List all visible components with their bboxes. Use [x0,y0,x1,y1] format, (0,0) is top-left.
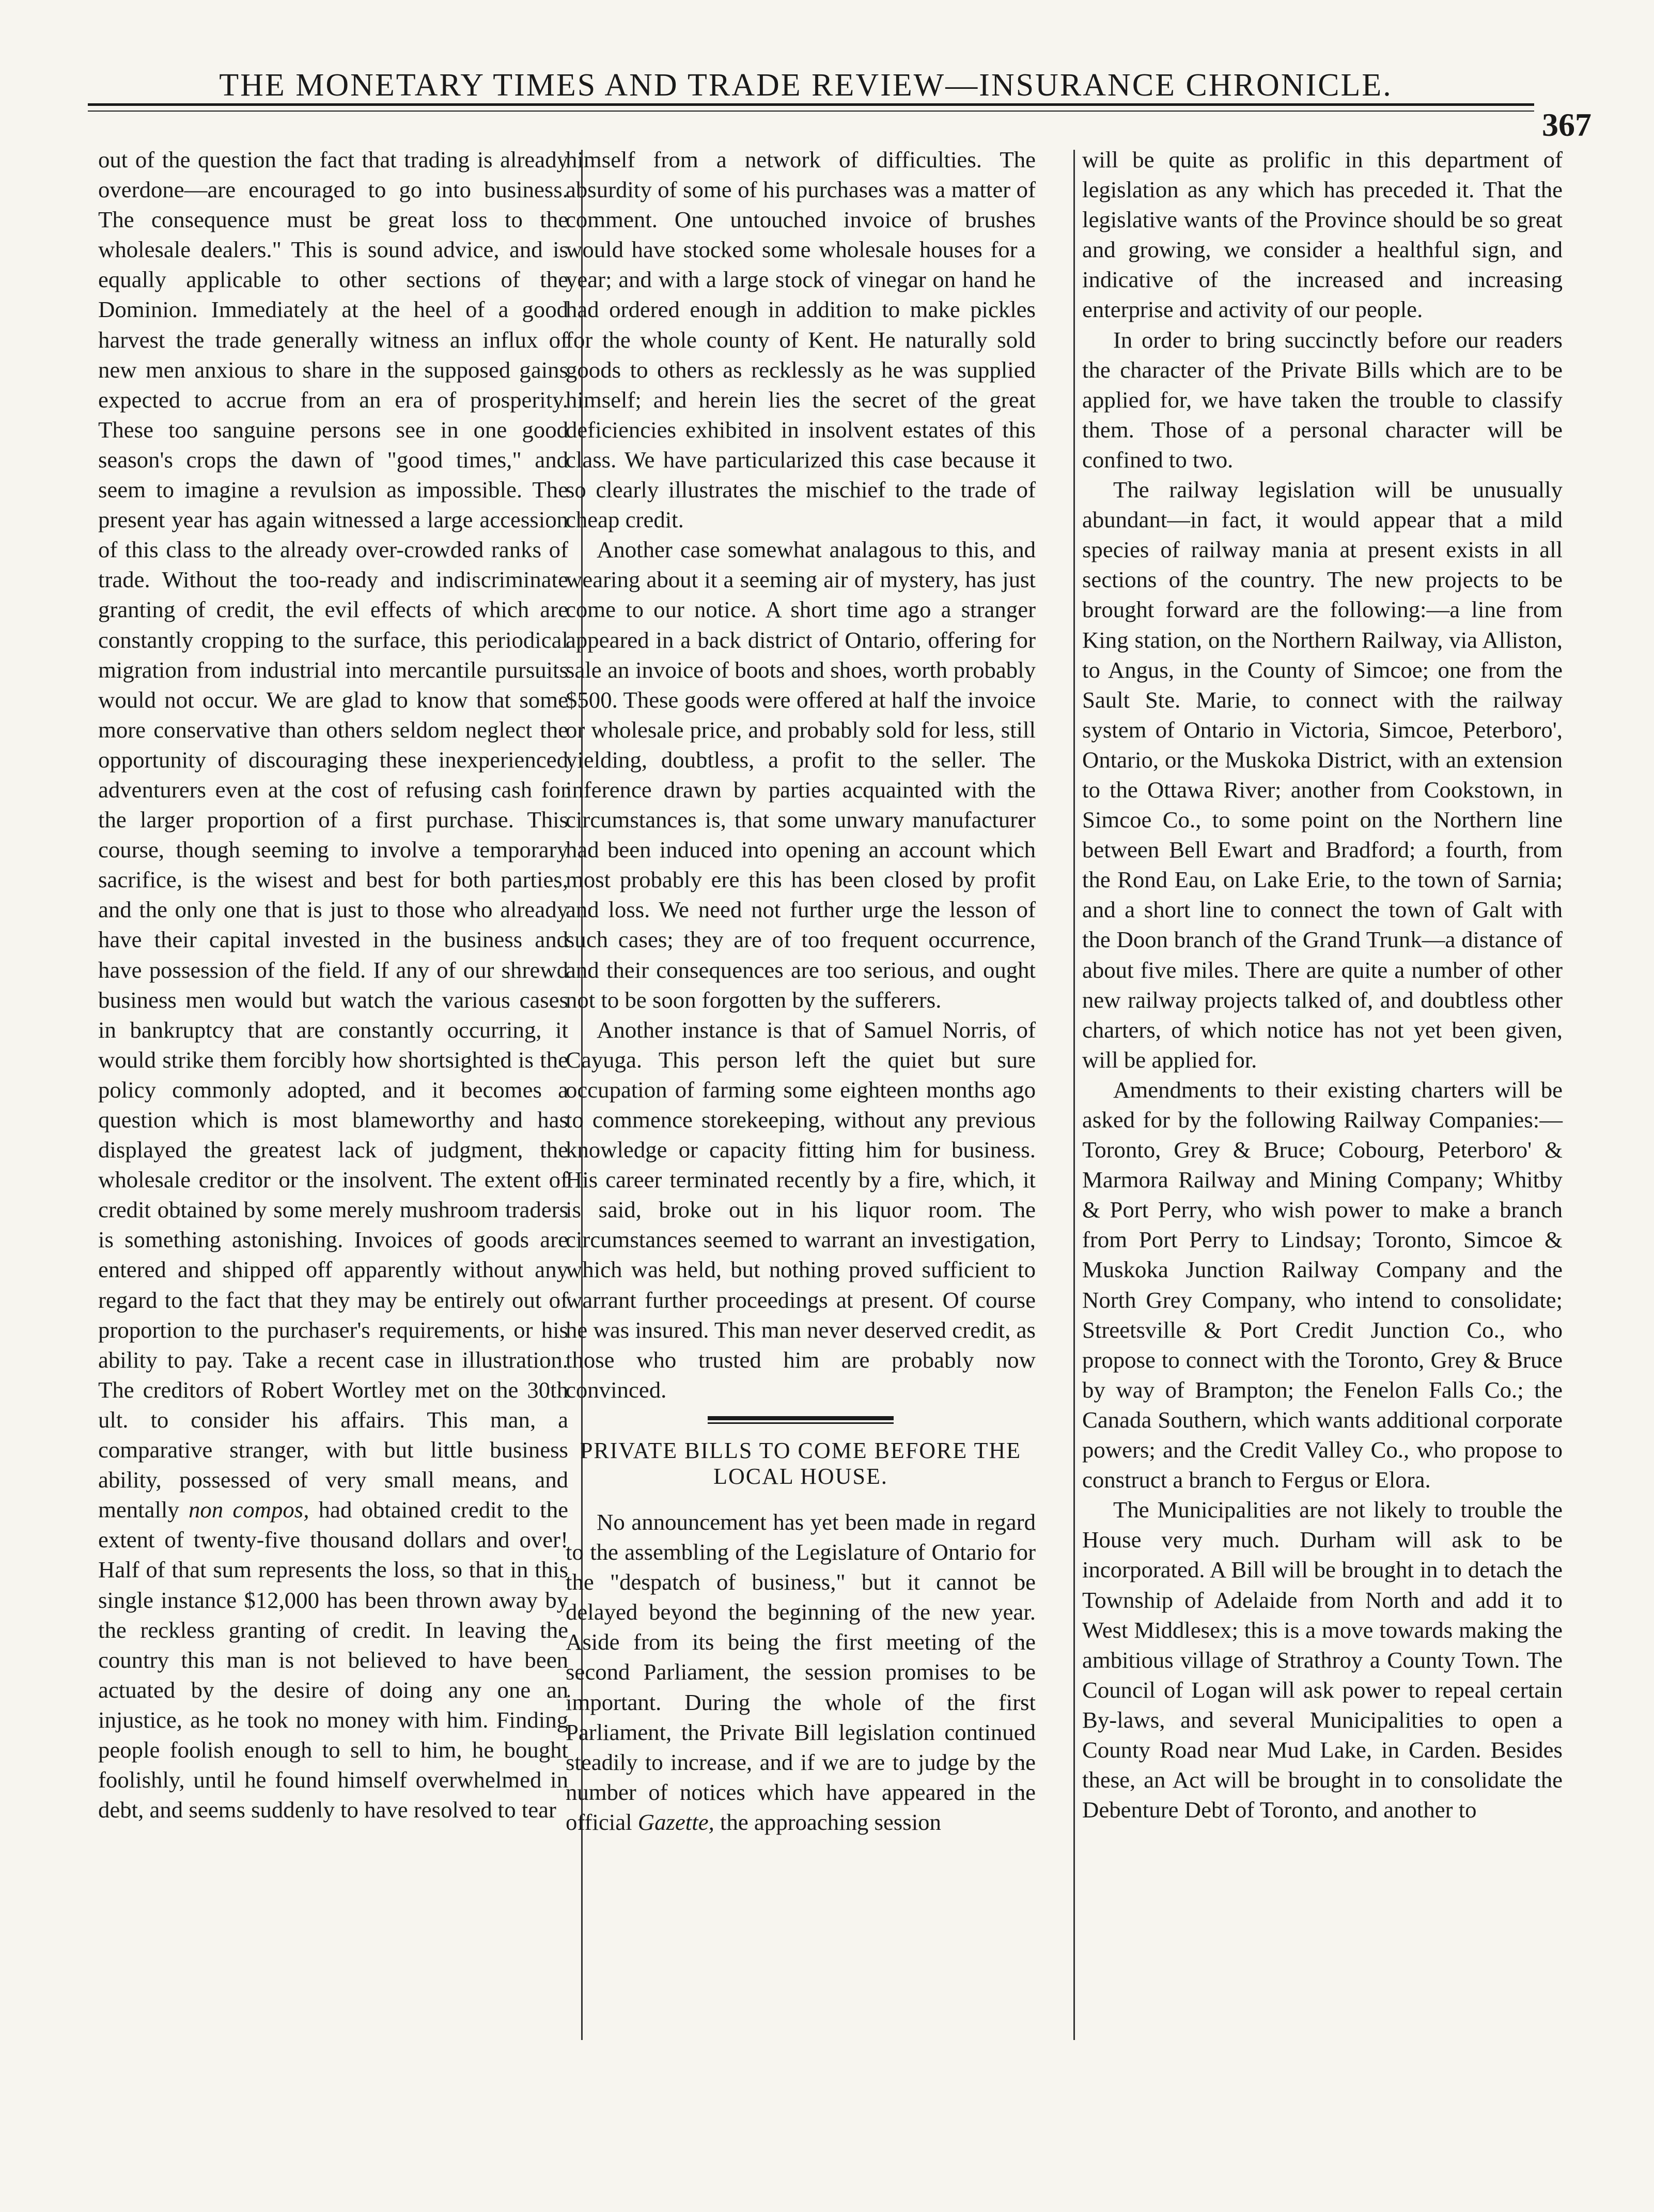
section-ornament [708,1416,894,1424]
article-paragraph: In order to bring succinctly before our readers the character of the Private Bills which are to be applied for, we have taken the trouble to classify them. Those of a personal character will be confined to two. [1082,326,1563,473]
article-paragraph: Another instance is that of Samuel Norris, of Cayuga. This person left the quiet but sure occupation of farming some eighteen months ago to commence storekeeping, without any previous knowledge or capacity fitting him for business. His career terminated recently by a fire, which, it is said, broke out in his liquor room. The circumstances seemed to warrant an investigation, which was held, but nothing proved sufficient to warrant further proceedings at present. Of course he was insured. This man never deserved credit, as those who trusted him are probably now convinced. [566,1016,1036,1403]
column-divider-right [1073,150,1075,2040]
section-heading: PRIVATE BILLS TO COME BEFORE THE LOCAL HOUSE. [580,1437,1022,1489]
column-2 [566,145,1036,1837]
article-paragraph: Another case somewhat analagous to this, and wearing about it a seeming air of mystery, has just come to our notice. A short time ago a stranger appeared in a back district of Ontario, offering for sale an invoice of boots and shoes, worth probably $500. These goods were offered at half the invoice or wholesale price, and probably sold for less, still yielding, doubtless, a profit to the seller. The inference drawn by parties acquainted with the circumstances is, that some unwary manufacturer had been induced into opening an account which most probably ere this has been closed by profit and loss. We need not further urge the lesson of such cases; they are of too frequent occurrence, and their consequences are too serious, and ought not to be soon forgotten by the sufferers. [566,537,1036,1013]
page-number: 367 [1542,106,1591,143]
column-1 [98,145,568,1825]
article-paragraph: No announcement has yet been made in regard to the assembling of the Legislature of Ontario for the "despatch of business," but it cannot be delayed beyond the beginning of the new year. Aside from its being the first meeting of the second Parliament, the session promises to be important. During the whole of the first Parliament, the Private Bill legislation continued steadily to increase, and if we are to judge by the number of notices which have appeared in the official Gazette, the approaching session [566,1509,1036,1835]
column-3 [1082,145,1563,1825]
article-paragraph: The railway legislation will be unusually abundant—in fact, it would appear that a mild species of railway mania at present exists in all sections of the country. The new projects to be brought forward are the following:—a line from King station, on the Northern Railway, via Alliston, to Angus, in the County of Simcoe; one from the Sault Ste. Marie, to connect with the railway system of Ontario in Victoria, Simcoe, Peterboro', Ontario, or the Muskoka District, with an extension to the Ottawa River; another from Cookstown, in Simcoe Co., to some point on the Northern line between Bell Ewart and Bradford; a fourth, from the Rond Eau, on Lake Erie, to the town of Sarnia; and a short line to connect the town of Galt with the Doon branch of the Grand Trunk—a distance of about five miles. There are quite a number of other new railway projects talked of, and doubtless other charters, of which notice has not yet been given, will be applied for. [1082,477,1563,1073]
running-head: THE MONETARY TIMES AND TRADE REVIEW—INSURANCE CHRONICLE. [219,68,1393,103]
article-paragraph: himself from a network of difficulties. The absurdity of some of his purchases was a matter of comment. One untouched invoice of brushes would have stocked some wholesale houses for a year; and with a large stock of vinegar on hand he had ordered enough in addition to make pickles for the whole county of Kent. He naturally sold goods to others as recklessly as he was supplied himself; and herein lies the secret of the great deficiencies exhibited in insolvent estates of this class. We have particularized this case because it so clearly illustrates the mischief to the trade of cheap credit. [566,147,1036,533]
article-paragraph: Amendments to their existing charters will be asked for by the following Railway Companies:—Toronto, Grey & Bruce; Cobourg, Peterboro' & Marmora Railway and Mining Company; Whitby & Port Perry, who wish power to make a branch from Port Perry to Lindsay; Toronto, Simcoe & Muskoka Junction Railway Company and the North Grey Company, who intend to consolidate; Streetsville & Port Credit Junction Co., who propose to connect with the Toronto, Grey & Bruce by way of Brampton; the Fenelon Falls Co.; the Canada Southern, which wants additional corporate powers; and the Credit Valley Co., who propose to construct a branch to Fergus or Elora. [1082,1076,1563,1493]
article-paragraph: out of the question the fact that trading is already overdone—are encouraged to go into business. The consequence must be great loss to the wholesale dealers." This is sound advice, and is equally applicable to other sections of the Dominion. Immediately at the heel of a good harvest the trade generally witness an influx of new men anxious to share in the supposed gains expected to accrue from an era of prosperity. These too sanguine persons see in one good season's crops the dawn of "good times," and seem to imagine a revulsion as impossible. The present year has again witnessed a large accession of this class to the already over-crowded ranks of trade. Without the too-ready and indiscriminate granting of credit, the evil effects of which are constantly cropping to the surface, this periodical migration from industrial into mercantile pursuits would not occur. We are glad to know that some more conservative than others seldom neglect the opportunity of discouraging these inexperienced adventurers even at the cost of refusing cash for the larger proportion of a first purchase. This course, though seeming to involve a temporary sacrifice, is the wisest and best for both parties, and the only one that is just to those who already have their capital invested in the business and have possession of the field. If any of our shrewd business men would but watch the various cases in bankruptcy that are constantly occurring, it would strike them forcibly how shortsighted is the policy commonly adopted, and it becomes a question which is most blameworthy and has displayed the greatest lack of judgment, the wholesale creditor or the insolvent. The extent of credit obtained by some merely mushroom traders is something astonishing. Invoices of goods are entered and shipped off apparently without any regard to the fact that they may be entirely out of proportion to the purchaser's requirements, or his ability to pay. Take a recent case in illustration. The creditors of Robert Wortley met on the 30th ult. to consider his affairs. This man, a comparative stranger, with but little business ability, possessed of very small means, and mentally non compos, had obtained credit to the extent of twenty-five thousand dollars and over! Half of that sum represents the loss, so that in this single instance $12,000 has been thrown away by the reckless granting of credit. In leaving the country this man is not believed to have been actuated by the desire of doing any one an injustice, as he took no money with him. Finding people foolish enough to sell to him, he bought foolishly, until he found himself overwhelmed in debt, and seems suddenly to have resolved to tear [98,147,569,1823]
header-rule-thick [88,103,1534,106]
article-paragraph: will be quite as prolific in this department of legislation as any which has preceded it. That the legislative wants of the Province should be so great and growing, we consider a healthful sign, and indicative of the increased and increasing enterprise and activity of our people. [1082,147,1563,323]
article-paragraph: The Municipalities are not likely to trouble the House very much. Durham will ask to be incorporated. A Bill will be brought in to detach the Township of Adelaide from North and add it to West Middlesex; this is a move towards making the ambitious village of Strathroy a County Town. The Council of Logan will ask power to repeal certain By-laws, and several Municipalities to open a County Road near Mud Lake, in Carden. Besides these, an Act will be brought in to consolidate the Debenture Debt of Toronto, and another to [1082,1497,1563,1823]
header-rule-thin [88,111,1534,112]
